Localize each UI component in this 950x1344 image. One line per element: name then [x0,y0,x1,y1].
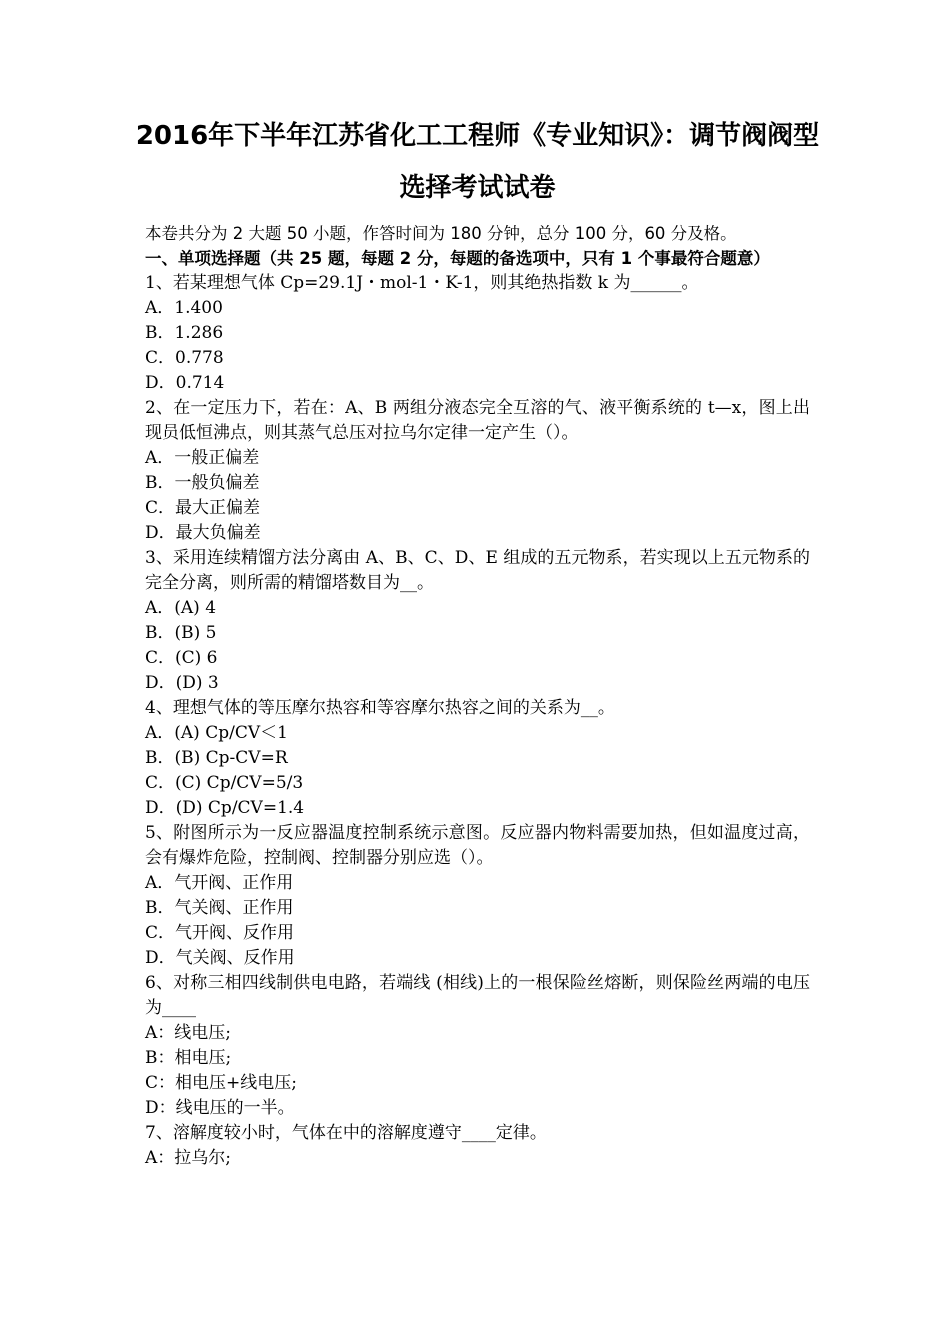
question-option: C．(C) 6 [145,648,218,668]
question-block-5 [145,821,810,971]
question-option: D．(D) Cp/CV=1.4 [145,798,305,818]
question-stem: 6、对称三相四线制供电电路，若端线 (相线)上的一根保险丝熔断，则保险丝两端的电压为____ [145,973,810,1018]
question-block-3 [145,546,810,696]
question-stem: 3、采用连续精馏方法分离由 A、B、C、D、E 组成的五元物系，若实现以上五元物系的完全分离，则所需的精馏塔数目为__。 [145,548,810,593]
question-stem: 5、附图所示为一反应器温度控制系统示意图。反应器内物料需要加热，但如温度过高，会有爆炸危险，控制阀、控制器分别应选（）。 [145,823,810,868]
question-option: D．(D) 3 [145,673,219,693]
question-option: B．一般负偏差 [145,473,260,493]
question-option: B．1.286 [145,323,224,343]
question-option: D．气关阀、反作用 [145,948,295,968]
question-block-4 [145,696,810,821]
question-stem: 2、在一定压力下，若在：A、B 两组分液态完全互溶的气、液平衡系统的 t—x，图上出现员低恒沸点，则其蒸气总压对拉乌尔定律一定产生（）。 [145,398,810,443]
question-option: D．最大负偏差 [145,523,261,543]
question-option: A．1.400 [145,298,223,318]
question-block-7 [145,1121,810,1171]
question-option: A．(A) Cp/CV＜1 [145,723,288,743]
question-stem: 1、若某理想气体 Cp=29.1J・mol-1・K-1，则其绝热指数 k 为______。 [145,273,699,293]
question-block-1 [145,271,810,396]
question-option: B：相电压; [145,1048,232,1068]
question-option: C．0.778 [145,348,224,368]
question-option: A．气开阀、正作用 [145,873,294,893]
exam-intro: 本卷共分为 2 大题 50 小题，作答时间为 180 分钟，总分 100 分，60 分及格。 [145,224,737,243]
question-stem: 4、理想气体的等压摩尔热容和等容摩尔热容之间的关系为__。 [145,698,615,718]
question-option: A：拉乌尔; [145,1148,232,1168]
document-title-line-1: 2016年下半年江苏省化工工程师《专业知识》：调节阀阀型 [135,121,820,151]
question-block-6 [145,971,810,1121]
question-option: C．气开阀、反作用 [145,923,295,943]
section-heading: 一、单项选择题（共 25 题，每题 2 分，每题的备选项中，只有 1 个事最符合题意） [145,249,770,268]
question-option: D：线电压的一半。 [145,1098,295,1118]
question-option: C．(C) Cp/CV=5/3 [145,773,304,793]
question-option: B．(B) 5 [145,623,217,643]
question-stem: 7、溶解度较小时，气体在中的溶解度遵守____定律。 [145,1123,547,1143]
question-option: B．(B) Cp-CV=R [145,748,288,768]
question-option: C．最大正偏差 [145,498,261,518]
document-title-line-2: 选择考试试卷 [399,173,556,203]
question-option: A：线电压; [145,1023,232,1043]
question-option: C：相电压+线电压; [145,1073,297,1093]
question-option: B．气关阀、正作用 [145,898,294,918]
document-body [145,221,810,1171]
question-option: D．0.714 [145,373,225,393]
question-block-2 [145,396,810,546]
question-option: A．一般正偏差 [145,448,260,468]
question-option: A．(A) 4 [145,598,217,618]
